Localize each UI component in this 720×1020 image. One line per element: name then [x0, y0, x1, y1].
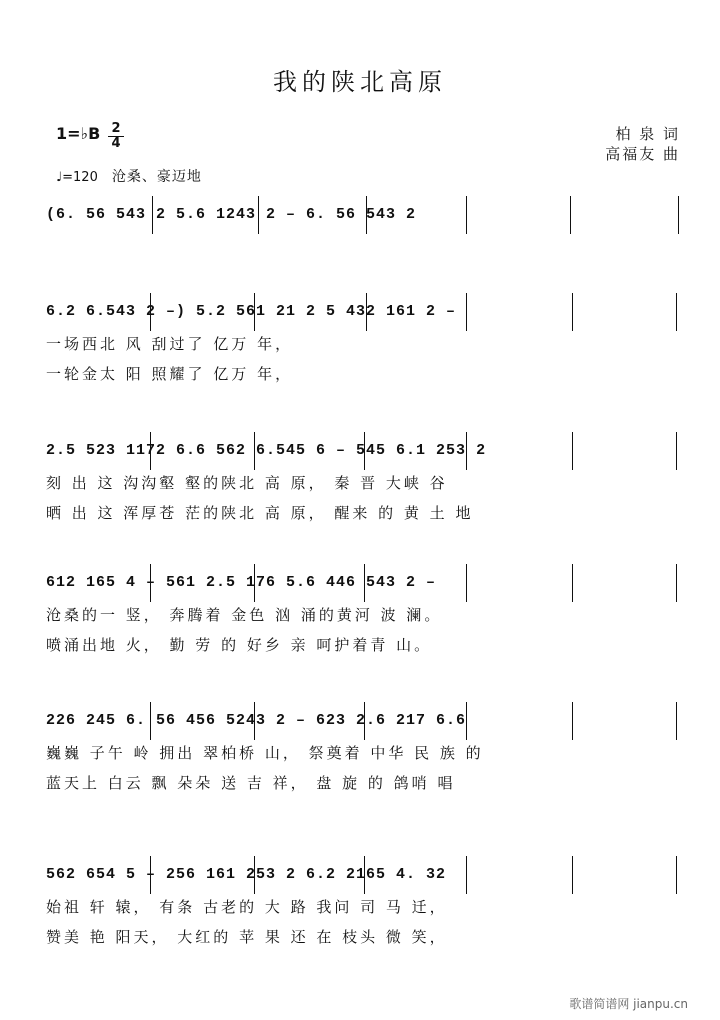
bar-line — [466, 564, 467, 602]
composer: 高福友 曲 — [605, 145, 680, 163]
bar-line — [364, 564, 365, 602]
lyric-line: 始祖 轩 辕， 有条 古老的 大 路 我问 司 马 迁， — [46, 898, 448, 916]
bar-line — [254, 702, 255, 740]
lyric-line: 赞美 艳 阳天， 大红的 苹 果 还 在 枝头 微 笑， — [46, 928, 448, 946]
bar-line — [572, 293, 573, 331]
bar-line — [676, 856, 677, 894]
bar-line — [466, 293, 467, 331]
lyric-line: 喷涌出地 火， 勤 劳 的 好乡 亲 呵护着青 山。 — [46, 636, 433, 654]
lyric-line: 刻 出 这 沟沟壑 壑的陕北 高 原， 秦 晋 大峡 谷 — [46, 474, 448, 492]
song-title: 我的陕北高原 — [273, 68, 447, 96]
bar-line — [364, 856, 365, 894]
watermark: 歌谱简谱网 jianpu.cn — [569, 997, 688, 1011]
bar-line — [366, 293, 367, 331]
bar-line — [676, 293, 677, 331]
bar-line — [572, 564, 573, 602]
lyricist: 柏 泉 词 — [615, 125, 680, 143]
tempo-value: ♩=120 — [56, 170, 98, 185]
bar-line — [150, 432, 151, 470]
lyric-line: 巍巍 子午 岭 拥出 翠柏桥 山， 祭奠着 中华 民 族 的 — [46, 744, 484, 762]
time-bottom: 4 — [111, 136, 121, 151]
bar-line — [364, 432, 365, 470]
bar-line — [678, 196, 679, 234]
notation-line: 6.2 6.543 2 –) 5.2 561 21 2 5 432 161 2 – — [46, 303, 457, 320]
time-signature — [108, 122, 124, 151]
bar-line — [150, 856, 151, 894]
bar-line — [254, 564, 255, 602]
bar-line — [676, 702, 677, 740]
score-system — [0, 574, 720, 694]
bar-line — [364, 702, 365, 740]
bar-line — [254, 856, 255, 894]
bar-line — [570, 196, 571, 234]
bar-line — [676, 432, 677, 470]
score-system — [0, 866, 720, 986]
bar-line — [572, 702, 573, 740]
score-system — [0, 303, 720, 423]
bar-line — [676, 564, 677, 602]
bar-line — [150, 702, 151, 740]
bar-line — [572, 432, 573, 470]
bar-line — [466, 196, 467, 234]
bar-line — [254, 293, 255, 331]
lyric-line: 一轮金太 阳 照耀了 亿万 年， — [46, 365, 294, 383]
lyric-line: 蓝天上 白云 飘 朵朵 送 吉 祥， 盘 旋 的 鸽哨 唱 — [46, 774, 456, 792]
bar-line — [366, 196, 367, 234]
bar-line — [258, 196, 259, 234]
score-system — [0, 712, 720, 832]
bar-line — [466, 702, 467, 740]
bar-line — [572, 856, 573, 894]
bar-line — [466, 856, 467, 894]
lyric-line: 一场西北 风 刮过了 亿万 年， — [46, 335, 294, 353]
key-signature: 1=♭B — [56, 124, 101, 143]
lyric-line: 晒 出 这 浑厚苍 茫的陕北 高 原， 醒来 的 黄 土 地 — [46, 504, 474, 522]
bar-line — [150, 564, 151, 602]
time-top: 2 — [111, 121, 121, 136]
notation-line: 226 245 6. 56 456 5243 2 – 623 2.6 217 6.6 — [46, 712, 467, 729]
lyric-line: 沧桑的一 竖， 奔腾着 金色 汹 涌的黄河 波 澜。 — [46, 606, 443, 624]
bar-line — [150, 293, 151, 331]
credits — [590, 124, 680, 164]
notation-line: 562 654 5 – 256 161 253 2 6.2 2165 4. 32 — [46, 866, 447, 883]
notation-line: (6. 56 543 2 5.6 1243 2 – 6. 56 543 2 — [46, 206, 417, 223]
tempo-marking — [56, 166, 202, 186]
bar-line — [152, 196, 153, 234]
notation-line: 2.5 523 1172 6.6 562 6.545 6 – 545 6.1 253 2 — [46, 442, 487, 459]
bar-line — [254, 432, 255, 470]
bar-line — [466, 432, 467, 470]
notation-line: 612 165 4 – 561 2.5 176 5.6 446 543 2 – — [46, 574, 437, 591]
score-system — [0, 442, 720, 562]
expression-marking: 沧桑、豪迈地 — [111, 169, 202, 185]
